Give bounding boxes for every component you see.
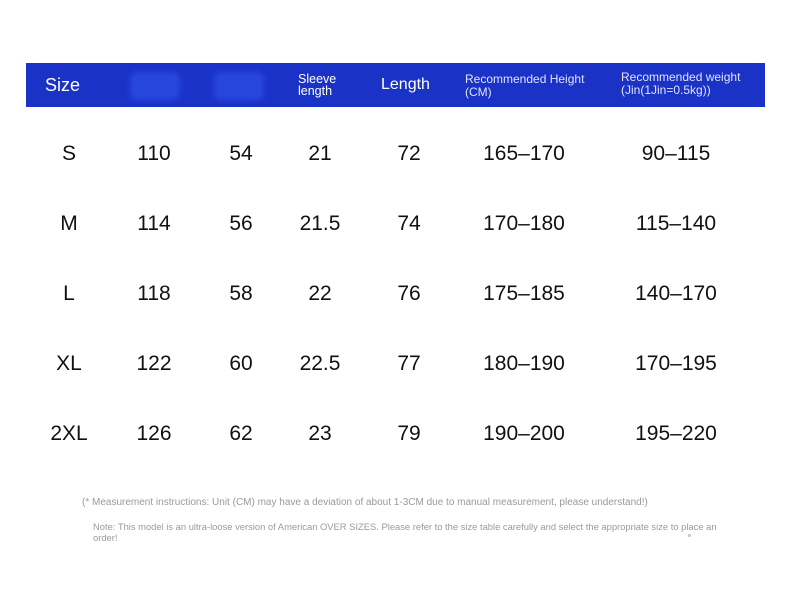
measurement-cell: 122 (136, 352, 172, 375)
measurement-cell: 114 (137, 212, 171, 235)
header-size: Size (45, 75, 81, 95)
size-cell: S (61, 142, 76, 165)
size-cell: XL (56, 352, 82, 375)
measurement-cell: 58 (229, 282, 253, 305)
sleeve-cell: 21 (308, 142, 332, 165)
weight-cell: 115–140 (635, 212, 717, 235)
measurement-cell: 62 (229, 422, 253, 445)
header-sleeve-line1: Sleeve (298, 72, 337, 86)
table-row (0, 279, 790, 309)
header-weight-line1: Recommended weight (621, 70, 741, 84)
header-weight-line2: (Jin(1Jin=0.5kg)) (621, 83, 711, 97)
height-cell: 190–200 (483, 422, 565, 445)
height-cell: 180–190 (483, 352, 565, 375)
size-cell: L (63, 282, 75, 305)
sleeve-cell: 23 (308, 422, 332, 445)
weight-cell: 140–170 (635, 282, 717, 305)
measurement-cell: 110 (137, 142, 171, 165)
table-row (0, 349, 790, 379)
measurement-cell: 118 (137, 282, 171, 305)
length-cell: 74 (397, 212, 421, 235)
header-blurred-label-1 (133, 75, 177, 97)
header-blurred-label-2 (217, 75, 261, 97)
measurement-note: (* Measurement instructions: Unit (CM) may have a deviation of about 1-3CM due to manual measurement, please understand!) (82, 497, 648, 508)
measurement-cell: 60 (229, 352, 253, 375)
header-sleeve-length (298, 73, 336, 97)
size-table-header (26, 63, 765, 107)
table-row (0, 419, 790, 449)
height-cell: 175–185 (483, 282, 565, 305)
header-height-line1: Recommended Height (465, 72, 585, 86)
weight-cell: 195–220 (635, 422, 717, 445)
header-height-line2: (CM) (465, 85, 492, 99)
header-recommended-weight (621, 71, 740, 97)
length-cell: 76 (397, 282, 421, 305)
weight-cell: 90–115 (641, 142, 711, 165)
height-cell: 170–180 (483, 212, 565, 235)
sleeve-cell: 21.5 (299, 212, 341, 235)
header-recommended-height (465, 73, 584, 99)
sleeve-cell: 22 (308, 282, 332, 305)
table-row (0, 139, 790, 169)
length-cell: 77 (397, 352, 421, 375)
length-cell: 79 (397, 422, 421, 445)
small-mark (688, 534, 691, 537)
measurement-cell: 126 (136, 422, 172, 445)
sleeve-cell: 22.5 (299, 352, 341, 375)
measurement-cell: 56 (229, 212, 253, 235)
height-cell: 165–170 (483, 142, 565, 165)
weight-cell: 170–195 (635, 352, 717, 375)
size-cell: M (60, 212, 78, 235)
measurement-cell: 54 (229, 142, 253, 165)
header-length: Length (381, 76, 430, 93)
size-cell: 2XL (50, 422, 88, 445)
length-cell: 72 (397, 142, 421, 165)
model-note: Note: This model is an ultra-loose version of American OVER SIZES. Please refer to the size table carefully and select the appropriate size to place an order! (93, 521, 717, 543)
header-sleeve-line2: length (298, 84, 333, 98)
table-row (0, 209, 790, 239)
